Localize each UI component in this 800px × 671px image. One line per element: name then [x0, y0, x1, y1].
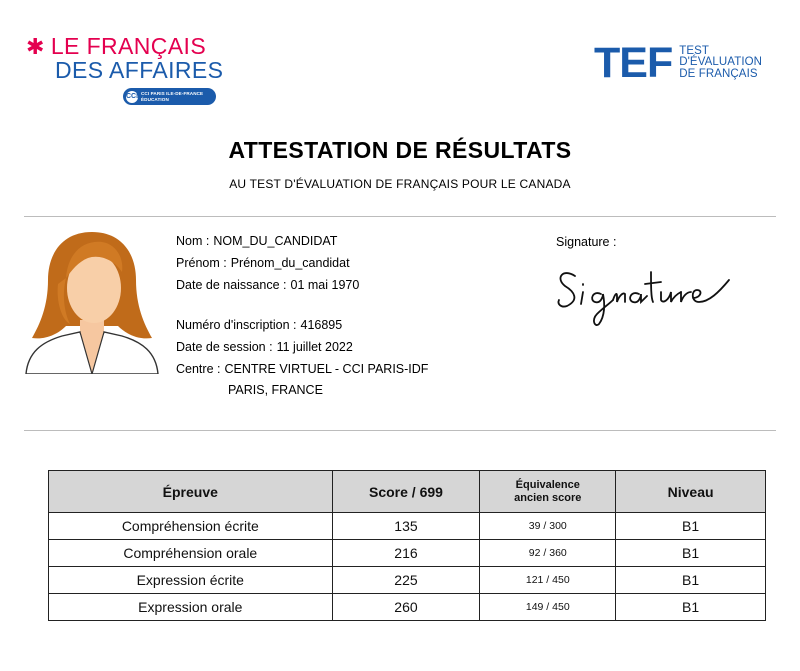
tef-logo: [594, 39, 763, 87]
tef-logo-text-1: TEST: [679, 44, 710, 57]
results-header-row: [49, 471, 766, 513]
table-row: [49, 594, 766, 621]
results-table: [48, 470, 766, 621]
signature-label: Signature :: [556, 235, 617, 249]
tef-logo-text-2: D'ÉVALUATION: [679, 56, 763, 69]
cell-ancien-score: 121 / 450: [480, 567, 616, 594]
tef-logo-mark: TEF: [594, 39, 673, 87]
naissance-row: [176, 278, 359, 292]
cell-score: 225: [332, 567, 480, 594]
asterisk-icon: ✱: [26, 34, 45, 59]
session-label: Date de session :: [176, 340, 273, 354]
divider-top: [24, 216, 776, 217]
centre-label: Centre :: [176, 362, 221, 376]
naissance-value: 01 mai 1970: [290, 278, 360, 292]
cell-score: 260: [332, 594, 480, 621]
inscription-row: [176, 318, 342, 332]
divider-bottom: [24, 430, 776, 431]
table-row: [49, 540, 766, 567]
prenom-value: Prénom_du_candidat: [230, 256, 350, 270]
nom-row: [176, 234, 337, 248]
cell-ancien-score: 92 / 360: [480, 540, 616, 567]
cell-score: 135: [332, 513, 480, 540]
tef-logo-text: [679, 46, 762, 81]
header-epreuve: Épreuve: [49, 471, 333, 513]
cell-epreuve: Expression écrite: [49, 567, 333, 594]
lfa-logo-line1: LE FRANÇAIS: [50, 33, 207, 59]
signature-image: [553, 258, 743, 328]
cell-epreuve: Compréhension orale: [49, 540, 333, 567]
header-score: Score / 699: [332, 471, 480, 513]
cell-epreuve: Compréhension écrite: [49, 513, 333, 540]
lfa-logo-line2: DES AFFAIRES: [55, 57, 224, 83]
centre-city: PARIS, FRANCE: [228, 383, 323, 397]
table-row: [49, 513, 766, 540]
nom-value: NOM_DU_CANDIDAT: [213, 234, 338, 248]
header-equivalence: Équivalence ancien score: [480, 471, 616, 513]
cell-score: 216: [332, 540, 480, 567]
session-value: 11 juillet 2022: [276, 340, 353, 354]
cell-niveau: B1: [616, 594, 766, 621]
document-title: ATTESTATION DE RÉSULTATS: [228, 137, 572, 163]
tef-logo-text-3: DE FRANÇAIS: [679, 67, 758, 80]
cell-niveau: B1: [616, 567, 766, 594]
header-niveau: Niveau: [616, 471, 766, 513]
cell-niveau: B1: [616, 513, 766, 540]
cell-ancien-score: 39 / 300: [480, 513, 616, 540]
cci-badge-line1: CCI PARIS ILE-DE-FRANCE: [141, 91, 204, 97]
cci-icon: CCI: [126, 91, 138, 103]
centre-value: CENTRE VIRTUEL - CCI PARIS-IDF: [224, 362, 429, 376]
cell-epreuve: Expression orale: [49, 594, 333, 621]
centre-row: [176, 362, 428, 376]
naissance-label: Date de naissance :: [176, 278, 287, 292]
inscription-value: 416895: [300, 318, 343, 332]
cci-badge-line2: ÉDUCATION: [141, 96, 169, 102]
prenom-row: [176, 256, 350, 270]
cci-badge: [123, 88, 216, 105]
table-row: [49, 567, 766, 594]
candidate-avatar: [22, 228, 162, 374]
cell-niveau: B1: [616, 540, 766, 567]
inscription-label: Numéro d'inscription :: [176, 318, 297, 332]
prenom-label: Prénom :: [176, 256, 227, 270]
cell-ancien-score: 149 / 450: [480, 594, 616, 621]
nom-label: Nom :: [176, 234, 210, 248]
session-row: [176, 340, 353, 354]
document-subtitle: AU TEST D'ÉVALUATION DE FRANÇAIS POUR LE CANADA: [229, 177, 571, 191]
